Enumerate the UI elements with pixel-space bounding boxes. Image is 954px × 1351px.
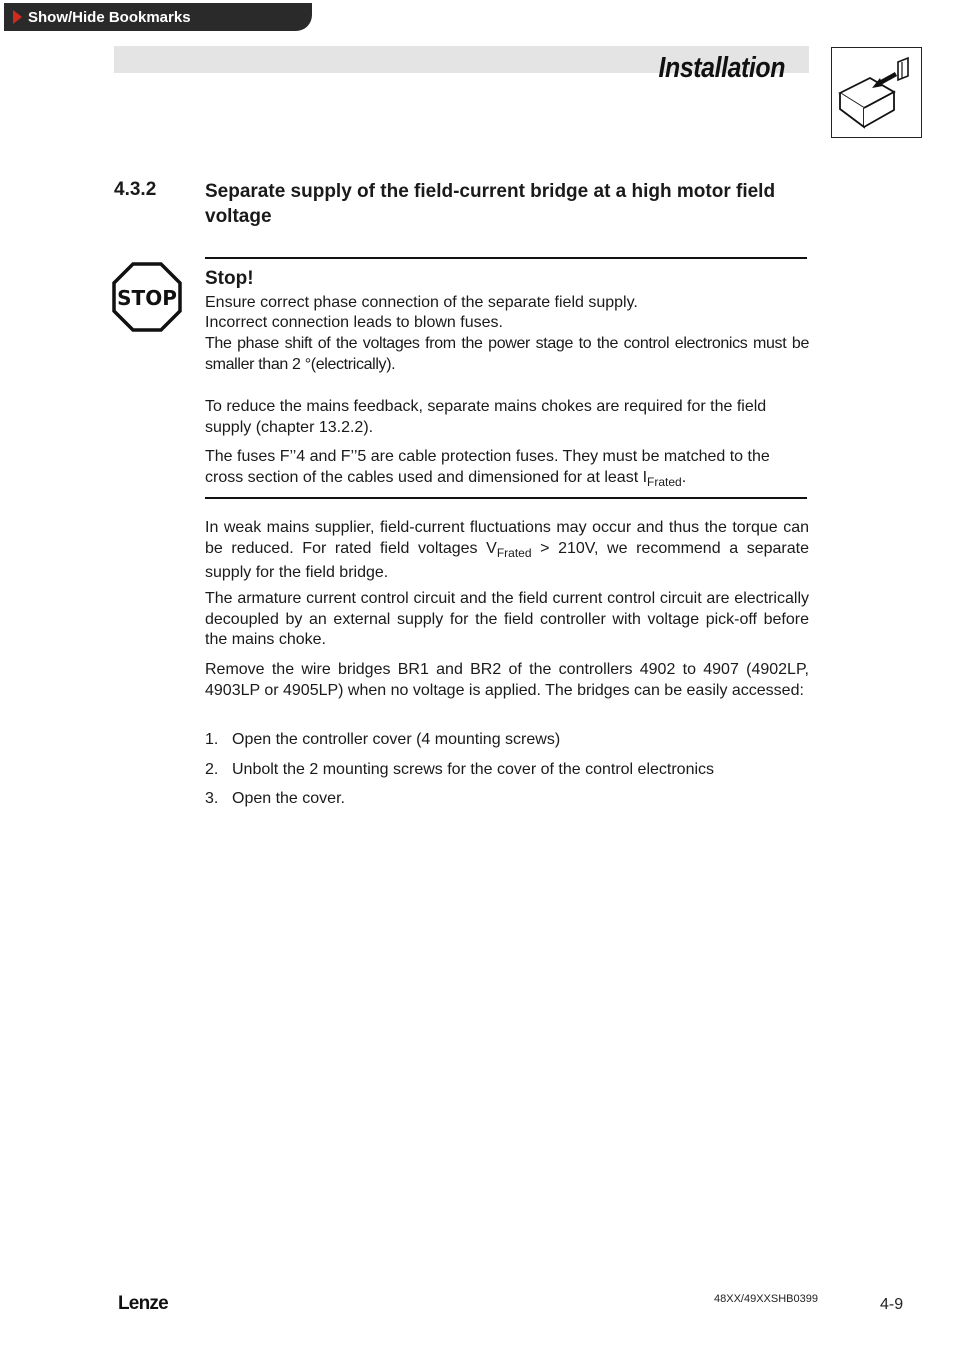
- body-paragraph-3: Remove the wire bridges BR1 and BR2 of the controllers 4902 to 4907 (4902LP, 4903LP or 4905LP) when no voltage is applied. The bridges can be easily accessed:: [205, 661, 809, 699]
- page-number: 4-9: [880, 1296, 904, 1313]
- body-paragraph-2: The armature current control circuit and the field current control circuit are electrically decoupled by an external supply for the field controller with voltage pick-off before the mains choke.: [205, 590, 809, 648]
- bookmarks-label: Show/Hide Bookmarks: [28, 8, 191, 26]
- stop-paragraph-3: The fuses F’’4 and F’’5 are cable protection fuses. They must be matched to the cross section of the cables used and dimensioned for at least $I_{Frated}$.: [205, 448, 770, 489]
- frated-subscript: Frated: [496, 545, 532, 560]
- svg-text:STOP: STOP: [117, 286, 177, 310]
- stop-box-top-rule: [205, 257, 807, 259]
- stop-sign-icon: [112, 262, 182, 332]
- chapter-title: Installation: [658, 52, 785, 84]
- triangle-right-icon: [13, 10, 22, 24]
- stop-line-2: Incorrect connection leads to blown fuses.: [205, 314, 503, 331]
- document-code: 48XX/49XXSHB0399: [714, 1293, 818, 1305]
- stop-title: Stop!: [205, 268, 254, 289]
- section-number: 4.3.2: [114, 179, 157, 200]
- show-hide-bookmarks-button[interactable]: [4, 3, 312, 31]
- install-module-icon: [831, 47, 922, 138]
- stop-line-1: Ensure correct phase connection of the separate field supply.: [205, 294, 638, 311]
- stop-box-bottom-rule: [205, 497, 807, 499]
- section-title: Separate supply of the field-current bridge at a high motor field voltage: [205, 181, 776, 227]
- lenze-logo: Lenze: [118, 1293, 168, 1314]
- body-paragraph-1: In weak mains supplier, field-current fluctuations may occur and thus the torque can be reduced. For rated field voltages $V_{Frated} > 210V$, we recommend a separate supply for the field bridge.: [205, 519, 810, 581]
- stop-line-3: The phase shift of the voltages from the power stage to the control electronics must be smaller than 2 °(electrically).: [205, 335, 809, 373]
- frated-subscript: Frated: [647, 474, 682, 489]
- stop-paragraph-2: To reduce the mains feedback, separate mains chokes are required for the field supply (chapter 13.2.2).: [205, 398, 767, 436]
